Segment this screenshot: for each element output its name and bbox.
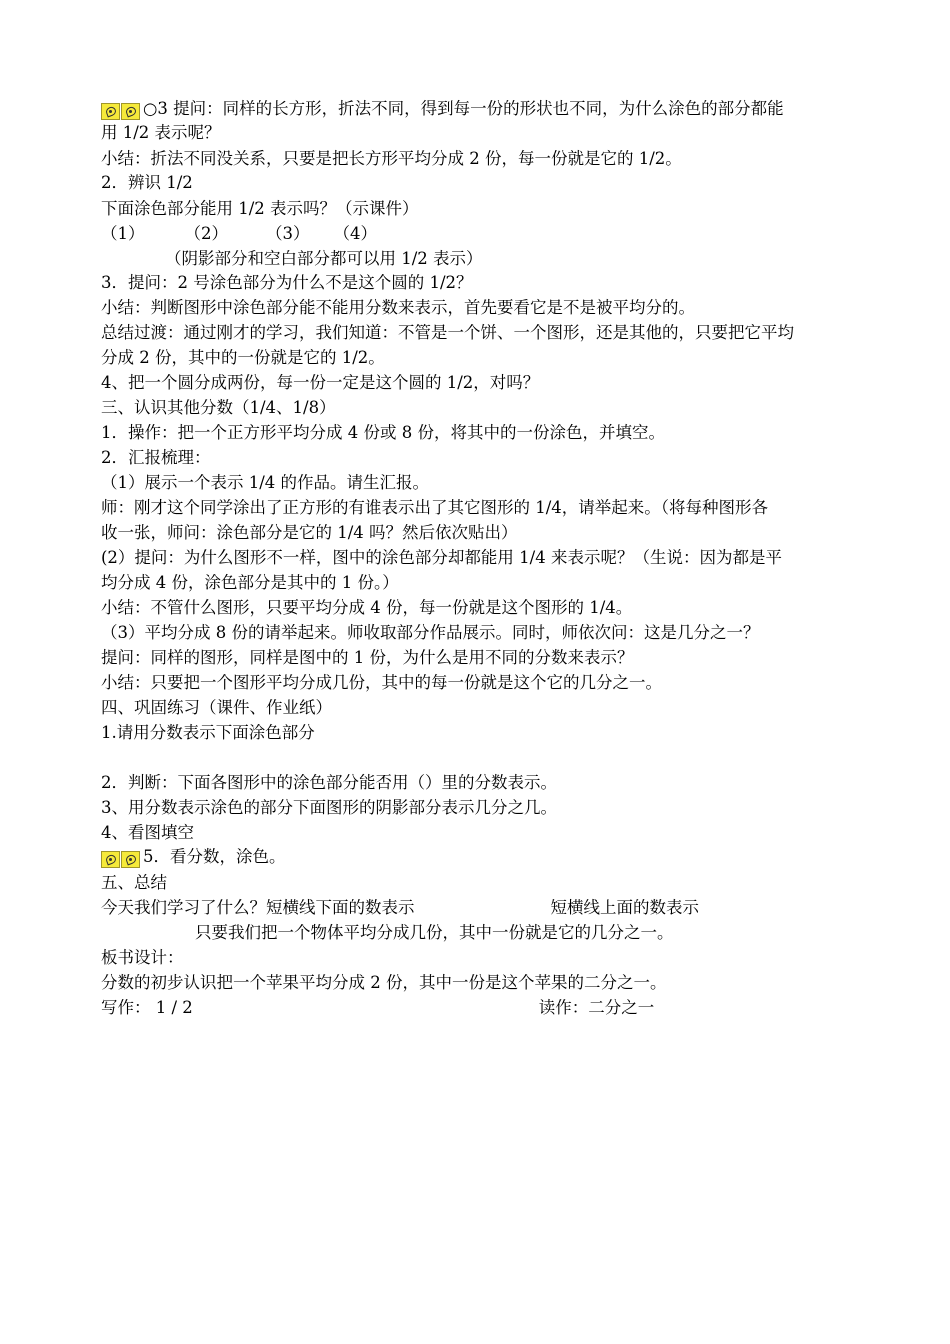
edit-icons[interactable] [101,848,141,870]
line: 4、把一个圆分成两份，每一份一定是这个圆的 1/2，对吗？ [101,373,540,392]
text-b: 短横线上面的数表示 [550,898,699,917]
line: 3．提问：2 号涂色部分为什么不是这个圆的 1/2？ [101,273,473,292]
label-2: （2） [184,224,228,243]
section-heading: 四、巩固练习（课件、作业纸） [101,698,332,717]
label-4: （4） [333,224,377,243]
line: 提问：同样的图形，同样是图中的 1 份，为什么是用不同的分数来表示？ [101,648,634,667]
line-item-5 [101,846,286,870]
line: 2．判断：下面各图形中的涂色部分能否用（）里的分数表示。 [101,773,557,792]
pen-edit-icon[interactable] [101,103,120,120]
figure-labels [101,223,377,245]
label-1: （1） [101,224,145,243]
section-heading: 三、认识其他分数（1/4、1/8） [101,398,336,417]
line: 4、看图填空 [101,823,194,842]
line: 小结：折法不同没关系，只要是把长方形平均分成 2 份，每一份就是它的 1/2。 [101,149,682,168]
text: ○3 提问：同样的长方形，折法不同，得到每一份的形状也不同，为什么涂色的部分都能 [143,99,784,118]
pen-edit-icon[interactable] [121,103,140,120]
pen-edit-icon[interactable] [121,851,140,868]
line [101,897,699,919]
line: 3、用分数表示涂色的部分下面图形的阴影部分表示几分之几。 [101,798,557,817]
line: 只要我们把一个物体平均分成几份，其中一份就是它的几分之一。 [195,923,674,942]
line: 分成 2 份，其中的一份就是它的 1/2。 [101,348,385,367]
line: (2）提问：为什么图形不一样，图中的涂色部分却都能用 1/4 来表示呢？（生说：因为都是平 [101,548,782,567]
line: 2．汇报梳理： [101,448,211,467]
line: 均分成 4 份，涂色部分是其中的 1 份。） [101,573,399,592]
line: 小结：不管什么图形，只要平均分成 4 份，每一份就是这个图形的 1/4。 [101,598,633,617]
line: 1.请用分数表示下面涂色部分 [101,723,315,742]
line: 分数的初步认识把一个苹果平均分成 2 份，其中一份是这个苹果的二分之一。 [101,973,667,992]
line: 小结：只要把一个图形平均分成几份，其中的每一份就是这个它的几分之一。 [101,673,662,692]
section-heading: 五、总结 [101,873,167,892]
line: 板书设计： [101,948,184,967]
line-question-3 [101,98,784,122]
text-a: 今天我们学习了什么？短横线下面的数表示 [101,898,415,917]
line [101,997,654,1019]
line: 用 1/2 表示呢？ [101,123,221,142]
line: 1．操作：把一个正方形平均分成 4 份或 8 份，将其中的一份涂色，并填空。 [101,423,665,442]
line: （阴影部分和空白部分都可以用 1/2 表示） [165,249,483,268]
line: 收一张，师问：涂色部分是它的 1/4 吗？然后依次贴出） [101,523,518,542]
line: （1）展示一个表示 1/4 的作品。请生汇报。 [101,473,430,492]
line: （3）平均分成 8 份的请举起来。师收取部分作品展示。同时，师依次问：这是几分之一？ [101,623,760,642]
text: 5．看分数，涂色。 [143,847,286,866]
edit-icons[interactable] [101,100,141,122]
label-3: （3） [266,224,310,243]
write-as: 写作： 1 / 2 [101,998,193,1017]
section-heading: 2．辨识 1/2 [101,173,193,192]
pen-edit-icon[interactable] [101,851,120,868]
line: 小结：判断图形中涂色部分能不能用分数来表示，首先要看它是不是被平均分的。 [101,298,695,317]
line: 总结过渡：通过刚才的学习，我们知道：不管是一个饼、一个图形，还是其他的，只要把它平均 [101,323,794,342]
line: 师：刚才这个同学涂出了正方形的有谁表示出了其它图形的 1/4，请举起来。（将每种图形各 [101,498,769,517]
read-as: 读作：二分之一 [538,998,655,1017]
line: 下面涂色部分能用 1/2 表示吗？（示课件） [101,199,419,218]
